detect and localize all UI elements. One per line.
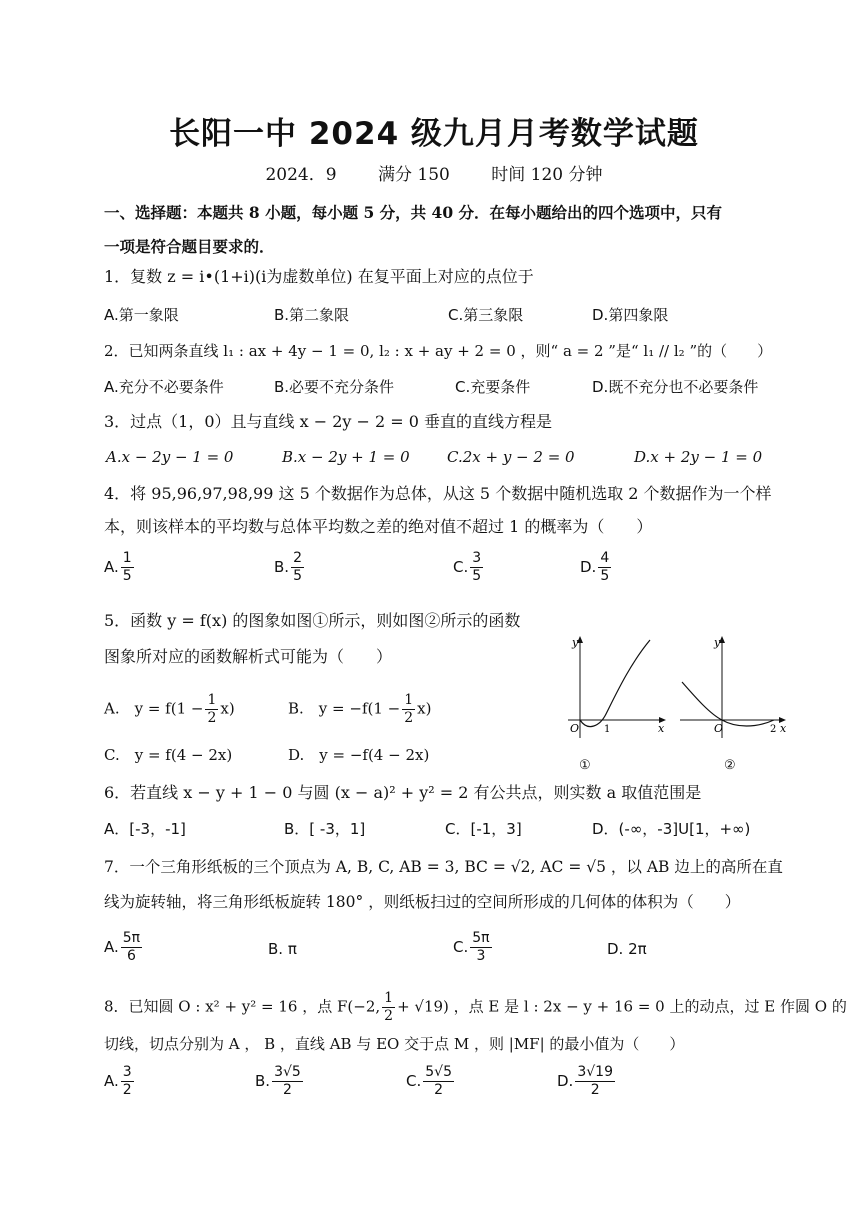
q8-option-c xyxy=(406,1064,456,1099)
q7-option-c-label: C. xyxy=(453,938,469,956)
exam-time: 时间 120 分钟 xyxy=(491,165,603,185)
exam-info xyxy=(0,160,868,185)
fig1-x-label: x xyxy=(658,722,665,735)
fig2-x-label: x xyxy=(780,722,787,735)
fig2-tick-label: 2 xyxy=(770,724,777,735)
q7-option-a-den: 6 xyxy=(126,948,136,964)
fig2-y-label: y xyxy=(714,636,721,649)
q6-option-d: D．(-∞，-3]U[1，+∞) xyxy=(592,820,751,838)
q7-option-b: B. π xyxy=(268,940,297,958)
q5-option-b-open: (1 − xyxy=(367,699,401,718)
q8-option-b-den: 2 xyxy=(282,1082,292,1098)
q5-option-d: D. y = −f(4 − 2x) xyxy=(288,746,430,764)
q1-option-b: B.第二象限 xyxy=(274,306,350,324)
fig2-curve xyxy=(682,682,774,726)
q4-option-d xyxy=(580,550,613,585)
q8-stem-line1 xyxy=(104,990,847,1025)
q4-option-a-num: 1 xyxy=(122,550,132,566)
fig1-y-label: y xyxy=(572,636,579,649)
q8-option-c-den: 2 xyxy=(434,1082,444,1098)
q8-option-b-num: 3√5 xyxy=(274,1064,301,1080)
q4-option-b xyxy=(274,550,306,585)
q8-stem-pre: 8．已知圆 O : x² + y² = 16 ，点 F(−2, xyxy=(104,997,381,1016)
q8-option-a xyxy=(104,1064,136,1099)
q8-stem-num: 1 xyxy=(384,990,394,1006)
exam-date: 2024．9 xyxy=(265,165,337,185)
q8-option-d-label: D. xyxy=(557,1072,574,1090)
q5-figure-1-caption: ① xyxy=(579,758,591,773)
q5-option-b-x: x) xyxy=(417,699,432,718)
q6-option-c: C．[-1，3] xyxy=(445,820,522,838)
q5-figure-1 xyxy=(560,634,670,744)
q8-option-a-num: 3 xyxy=(122,1064,132,1080)
fig2-origin-label: O xyxy=(714,722,724,735)
q3-option-d: D.x + 2y − 1 = 0 xyxy=(634,448,763,466)
q8-stem-line2: 切线，切点分别为 A ， B ，直线 AB 与 EO 交于点 M ，则 |MF| 的最小值为（ ） xyxy=(104,1035,685,1053)
q5-option-a-num: 1 xyxy=(207,692,217,708)
q7-option-a xyxy=(104,930,144,965)
q6-option-a: A．[-3，-1] xyxy=(104,820,186,838)
q5-figure-2-caption: ② xyxy=(724,758,736,773)
q8-option-d-num: 3√19 xyxy=(577,1064,613,1080)
fig1-origin-label: O xyxy=(570,722,580,735)
q8-option-a-den: 2 xyxy=(122,1082,132,1098)
q4-option-b-label: B. xyxy=(274,558,290,576)
q6-stem: 6．若直线 x − y + 1 − 0 与圆 (x − a)² + y² = 2 有公共点，则实数 a 取值范围是 xyxy=(104,783,702,802)
q5-option-b xyxy=(288,692,431,727)
q8-option-c-num: 5√5 xyxy=(425,1064,452,1080)
q5-stem-line1: 5．函数 y = f(x) 的图象如图①所示，则如图②所示的函数 xyxy=(104,611,521,630)
q5-option-a-x: x) xyxy=(220,699,235,718)
q7-stem-line1: 7．一个三角形纸板的三个顶点为 A, B, C, AB = 3, BC = √2, AC = √5 ，以 AB 边上的高所在直 xyxy=(104,858,783,876)
q5-option-a-den: 2 xyxy=(207,710,217,726)
q8-option-d-den: 2 xyxy=(590,1082,600,1098)
q6-option-b: B．[ -3，1] xyxy=(284,820,366,838)
q8-option-c-label: C. xyxy=(406,1072,422,1090)
section-heading-line1: 一、选择题：本题共 8 小题，每小题 5 分，共 40 分．在每小题给出的四个选项中，只有 xyxy=(104,203,723,222)
q4-option-a xyxy=(104,550,136,585)
q1-option-d: D.第四象限 xyxy=(592,306,669,324)
q4-option-a-label: A. xyxy=(104,558,119,576)
section-heading-line2: 一项是符合题目要求的． xyxy=(104,237,275,256)
page-title: 长阳一中 2024 级九月月考数学试题 xyxy=(169,116,699,152)
fig1-curve xyxy=(580,640,650,727)
q4-stem-line1: 4．将 95,96,97,98,99 这 5 个数据作为总体，从这 5 个数据中随机选取 2 个数据作为一个样 xyxy=(104,484,772,503)
q2-option-c: C.充要条件 xyxy=(455,378,531,396)
q7-stem-line2: 线为旋转轴，将三角形纸板旋转 180° ，则纸板扫过的空间所形成的几何体的体积为（ ） xyxy=(104,893,741,911)
q8-stem-post: + √19) ，点 E 是 l : 2x − y + 16 = 0 上的动点，过 E 作圆 O 的 xyxy=(397,997,847,1016)
q7-option-d: D. 2π xyxy=(607,940,647,958)
q5-option-b-num: 1 xyxy=(404,692,414,708)
q8-option-d xyxy=(557,1064,617,1099)
q3-option-c: C.2x + y − 2 = 0 xyxy=(447,448,575,466)
q4-stem-line2: 本，则该样本的平均数与总体平均数之差的绝对值不超过 1 的概率为（ ） xyxy=(104,517,653,536)
q2-option-d: D.既不充分也不必要条件 xyxy=(592,378,759,396)
q8-option-b xyxy=(255,1064,305,1099)
q5-stem-line2: 图象所对应的函数解析式可能为（ ） xyxy=(104,647,393,666)
q5-option-a-prefix: A. y = f xyxy=(104,699,171,718)
q4-option-c-label: C. xyxy=(453,558,469,576)
q4-option-d-den: 5 xyxy=(600,568,610,584)
q1-option-a: A.第一象限 xyxy=(104,306,179,324)
q5-option-a xyxy=(104,692,235,727)
q3-stem: 3．过点（1，0）且与直线 x − 2y − 2 = 0 垂直的直线方程是 xyxy=(104,412,553,431)
q1-option-c: C.第三象限 xyxy=(448,306,524,324)
q4-option-c-num: 3 xyxy=(472,550,482,566)
q3-option-b: B.x − 2y + 1 = 0 xyxy=(282,448,410,466)
q8-option-a-label: A. xyxy=(104,1072,119,1090)
q7-option-a-num: 5π xyxy=(122,930,141,946)
q5-option-c: C. y = f(4 − 2x) xyxy=(104,746,233,764)
q2-option-b: B.必要不充分条件 xyxy=(274,378,395,396)
q5-figure-2 xyxy=(676,634,792,744)
q4-option-d-num: 4 xyxy=(600,550,610,566)
q4-option-c-den: 5 xyxy=(472,568,482,584)
q5-option-a-open: (1 − xyxy=(170,699,204,718)
q7-option-a-label: A. xyxy=(104,938,119,956)
q4-option-d-label: D. xyxy=(580,558,597,576)
q1-stem: 1．复数 z = i•(1+i)(i为虚数单位) 在复平面上对应的点位于 xyxy=(104,267,534,286)
q2-option-a: A.充分不必要条件 xyxy=(104,378,224,396)
q4-option-c xyxy=(453,550,485,585)
q3-option-a: A.x − 2y − 1 = 0 xyxy=(106,448,234,466)
fig1-tick-label: 1 xyxy=(604,724,611,735)
exam-score: 满分 150 xyxy=(377,165,450,185)
q5-option-b-den: 2 xyxy=(404,710,414,726)
q7-option-c-den: 3 xyxy=(476,948,486,964)
q4-option-b-num: 2 xyxy=(293,550,302,566)
q2-stem: 2．已知两条直线 l₁ : ax + 4y − 1 = 0, l₂ : x + ay + 2 = 0 ，则“ a = 2 ”是“ l₁ // l₂ ”的（ ） xyxy=(104,342,773,360)
q8-option-b-label: B. xyxy=(255,1072,271,1090)
q7-option-c xyxy=(453,930,494,965)
q4-option-a-den: 5 xyxy=(122,568,132,584)
q5-option-b-prefix: B. y = −f xyxy=(288,699,368,718)
q8-stem-den: 2 xyxy=(384,1008,394,1024)
q7-option-c-num: 5π xyxy=(472,930,490,946)
q4-option-b-den: 5 xyxy=(293,568,302,584)
